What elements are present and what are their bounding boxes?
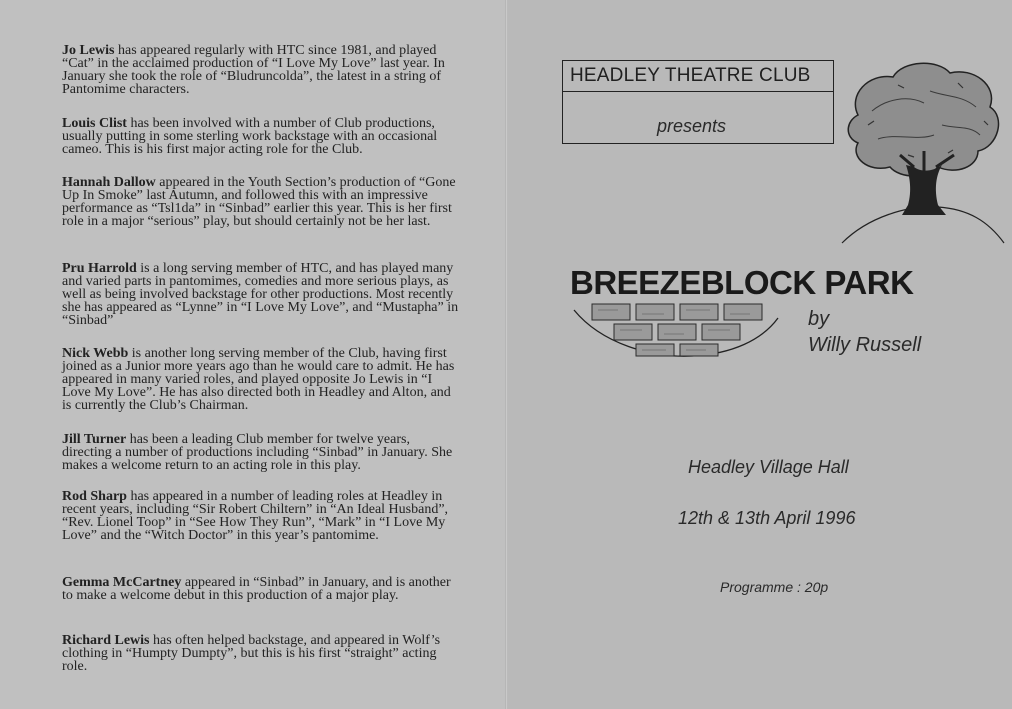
bio-text: appeared in “Sinbad” in January, and is another to make a welcome debut in this production of a major play.: [62, 575, 451, 603]
bio-text: has been a leading Club member for twelve years, directing a number of productions including “Sinbad” in January. She makes a welcome return to an acting role in this play.: [62, 432, 453, 473]
performance-dates: 12th & 13th April 1996: [678, 508, 856, 528]
by-label: by: [808, 308, 830, 330]
venue: Headley Village Hall: [688, 457, 849, 477]
bio-jill-turner: [62, 433, 462, 472]
bio-richard-lewis: [62, 634, 462, 673]
bio-name: Gemma McCartney: [62, 575, 182, 590]
bio-pru-harrold: [62, 262, 462, 327]
bio-nick-webb: [62, 347, 462, 412]
bio-name: Louis Clist: [62, 116, 127, 131]
bio-text: is a long serving member of HTC, and has played many and varied parts in pantomimes, comedies and more serious plays, as well as being involved backstage for other productions. Most recently she has appeared as “Lynne” in “I Love My Love”, and “Mustapha” in “Sinbad”: [62, 261, 459, 328]
bio-name: Hannah Dallow: [62, 175, 156, 190]
bio-text: appeared in the Youth Section’s production of “Gone Up In Smoke” last Autumn, and followed this with an impressive performance as “Tsl1da” in “Sinbad” earlier this year. This is her first role in a major “serious” play, but should certainly not be her last.: [62, 175, 456, 229]
bio-louis-clist: [62, 117, 462, 156]
bio-name: Rod Sharp: [62, 489, 127, 504]
bio-text: has appeared regularly with HTC since 1981, and played “Cat” in the acclaimed production of “I Love My Love” last year. In January she took the role of “Bludruncolda”, the latest in a string of Pantomime characters.: [62, 43, 445, 97]
bio-hannah-dallow: [62, 176, 462, 228]
bio-text: has appeared in a number of leading roles at Headley in recent years, including “Sir Robert Chiltern” in “An Ideal Husband”, “Rev. Lionel Toop” in “See How They Run”, “Mark” in “I Love My Love” and the “Witch Doctor” in this year’s pantomime.: [62, 489, 449, 543]
bio-name: Pru Harrold: [62, 261, 137, 276]
play-title: BREEZEBLOCK PARK: [570, 264, 914, 301]
bio-name: Jill Turner: [62, 432, 127, 447]
bio-jo-lewis: [62, 44, 462, 96]
presents-label: presents: [657, 116, 727, 136]
bio-gemma-mccartney: [62, 576, 462, 602]
bio-text: is another long serving member of the Club, having first joined as a Junior more years ago than he would care to admit. He has appeared in many varied roles, and played opposite Jo Lewis in “I Love My Love”. He has also directed both in Headley and Alton, and is currently the Club’s Chairman.: [62, 346, 455, 413]
page-fold: [505, 0, 508, 709]
programme-price: Programme : 20p: [720, 579, 829, 595]
tree-icon: [838, 55, 1008, 245]
brick-wall-icon: [572, 296, 792, 366]
bio-rod-sharp: [62, 490, 462, 542]
bio-text: has been involved with a number of Club productions, usually putting in some sterling work backstage with an occasional cameo. This is his first major acting role for the Club.: [62, 116, 438, 157]
bio-name: Jo Lewis: [62, 43, 115, 58]
bio-name: Nick Webb: [62, 346, 129, 361]
author-name: Willy Russell: [808, 334, 922, 356]
bio-name: Richard Lewis: [62, 633, 150, 648]
bio-text: has often helped backstage, and appeared in Wolf’s clothing in “Humpty Dumpty”, but this is his first “straight” acting role.: [62, 633, 441, 674]
club-name: HEADLEY THEATRE CLUB: [570, 65, 811, 86]
